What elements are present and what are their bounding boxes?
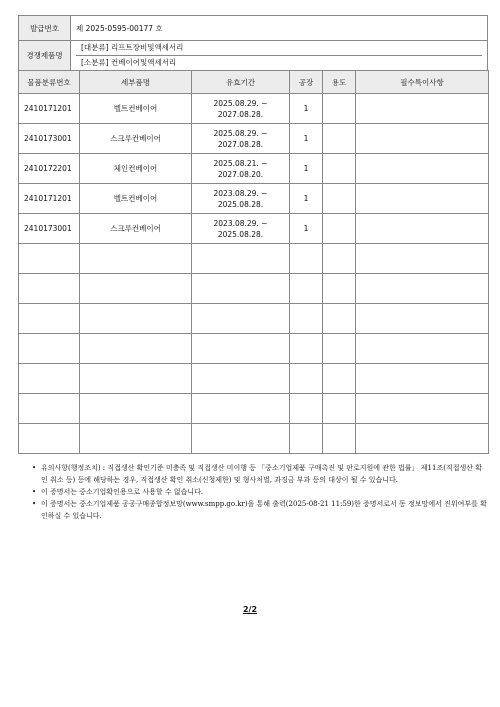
validity-period: 2023.08.29. ~ 2025.08.28. (192, 214, 290, 244)
empty-row (19, 364, 489, 394)
usage-cell (323, 184, 356, 214)
classification-number: 2410171201 (19, 94, 80, 124)
special-notes-cell (356, 154, 489, 184)
factory-count: 1 (290, 184, 323, 214)
bullet-icon: • (32, 488, 37, 496)
validity-period: 2025.08.21. ~ 2027.08.20. (192, 154, 290, 184)
note-item (32, 462, 488, 486)
issue-number-value: 제 2025-0595-00177 호 (71, 16, 488, 41)
column-header: 용도 (323, 71, 356, 94)
note-item (32, 498, 488, 522)
empty-row (19, 244, 489, 274)
certificate-header-table (18, 15, 488, 71)
issue-number-label: 발급번호 (19, 16, 71, 41)
usage-cell (323, 124, 356, 154)
factory-count: 1 (290, 94, 323, 124)
empty-row (19, 274, 489, 304)
product-category-cell (71, 41, 488, 71)
column-header: 공장 (290, 71, 323, 94)
classification-number: 2410171201 (19, 184, 80, 214)
empty-row (19, 394, 489, 424)
classification-number: 2410172201 (19, 154, 80, 184)
validity-period: 2025.08.29. ~ 2027.08.28. (192, 94, 290, 124)
note-text: 이 증명서는 중소기업확인용으로 사용할 수 없습니다. (41, 488, 204, 496)
usage-cell (323, 154, 356, 184)
notes-section (32, 462, 488, 522)
table-row (19, 184, 489, 214)
note-text: 이 증명서는 중소기업제품 공공구매종합정보망(www.smpp.go.kr)을 통해 출력(2025-08-21 11:59)한 증명서로서 동 정보망에서 진위여부를 확인하실 수 있습니다. (41, 500, 487, 520)
empty-row (19, 334, 489, 364)
detail-product-name: 벨트컨베이어 (80, 184, 192, 214)
special-notes-cell (356, 94, 489, 124)
page-number: 2/2 (242, 605, 258, 614)
special-notes-cell (356, 184, 489, 214)
product-name-label: 경쟁제품명 (19, 41, 71, 71)
column-header: 유효기간 (192, 71, 290, 94)
usage-cell (323, 94, 356, 124)
table-row (19, 154, 489, 184)
table-header-row (19, 71, 489, 94)
empty-row (19, 304, 489, 334)
table-row (19, 94, 489, 124)
detail-product-name: 스크루컨베이어 (80, 124, 192, 154)
category-minor: [소분류] 컨베이어및액세서리 (76, 55, 482, 70)
column-header: 물품분류번호 (19, 71, 80, 94)
usage-cell (323, 214, 356, 244)
classification-number: 2410173001 (19, 214, 80, 244)
bullet-icon: • (32, 500, 37, 508)
validity-period: 2023.08.29. ~ 2025.08.28. (192, 184, 290, 214)
table-row (19, 214, 489, 244)
factory-count: 1 (290, 124, 323, 154)
category-major: [대분류] 리프트장비및액세서리 (81, 43, 184, 52)
column-header: 세부품명 (80, 71, 192, 94)
product-table (18, 70, 489, 454)
detail-product-name: 체인컨베이어 (80, 154, 192, 184)
detail-product-name: 벨트컨베이어 (80, 94, 192, 124)
note-text: 유의사항(행정조치) : 직접생산 확인기준 미충족 및 직접생산 미이행 등 「중소기업제품 구매촉진 및 판로지원에 관한 법률」 제11조(직접생산 확인 취소 등) 등에 해당하는 경우, 직접생산 확인 취소(신청제한) 및 형사처벌, 과징금 부과 등의 대상이 될 수 있습니다. (41, 464, 482, 484)
note-item (32, 486, 488, 498)
special-notes-cell (356, 214, 489, 244)
special-notes-cell (356, 124, 489, 154)
classification-number: 2410173001 (19, 124, 80, 154)
detail-product-name: 스크루컨베이어 (80, 214, 192, 244)
column-header: 필수특이사항 (356, 71, 489, 94)
factory-count: 1 (290, 154, 323, 184)
empty-row (19, 424, 489, 454)
table-row (19, 124, 489, 154)
validity-period: 2025.08.29. ~ 2027.08.28. (192, 124, 290, 154)
factory-count: 1 (290, 214, 323, 244)
bullet-icon: • (32, 464, 37, 472)
